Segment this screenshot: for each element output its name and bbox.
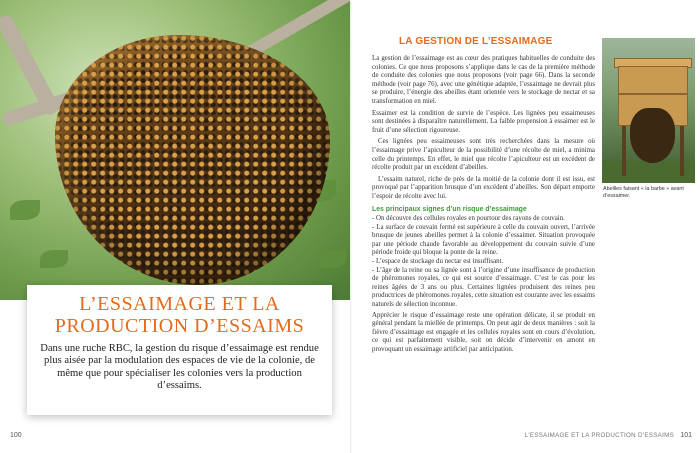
right-page	[352, 0, 700, 453]
list-item: - L’espace de stockage du nectar est insuffisant.	[372, 258, 504, 266]
page-number-right: 101	[680, 432, 692, 439]
chapter-intro: Dans une ruche RBC, la gestion du risque d’essaimage est rendue plus aisée par la modulation des espaces de vie de la colonie, de même que pour spécialiser les colonies vers la production d’essaims.	[40, 343, 319, 392]
list-item: - La surface de couvain fermé est supérieure à celle du couvain ouvert, l’arrivée brusque de jeunes abeilles permet à la colonie d’essaimer. Situation provoquée par une période chaude favorable au développement du couvain suivie d’une période froide qui bloque la ponte de la reine.	[372, 223, 595, 257]
list-item: - L’âge de la reine ou sa lignée sont à l’origine d’une insuffisance de production de phéromones royales, ce qui est source d’essaimage. C’est le cas pour les reines âgées de 3 ans ou plus. Certaines lignées produisent des reines peu productrices de phéromones royales, cette situation est courante avec les essaims naturels de sélection inconnue.	[372, 266, 595, 309]
list-item: - On découvre des cellules royales en pourtour des rayons de couvain.	[372, 215, 565, 223]
paragraph: Ces lignées peu essaimeuses sont très recherchées dans la mesure où l’essaimage prive l’apiculteur de la possibilité d’une récolte de miel, a minima celle du printemps. En effet, le miel que récolte l’apiculteur est un excédent de récolte produit par un excédent d’abeilles.	[372, 138, 595, 172]
subheading: Les principaux signes d’un risque d’essaimage	[372, 205, 527, 213]
photo-caption: Abeilles faisant « la barbe » avant d’essaimer.	[603, 186, 684, 199]
chapter-title	[37, 293, 322, 337]
closing-paragraph: Apprécier le risque d’essaimage reste une opération délicate, il se produit en général pendant la miellée de printemps. On peut agir de deux manières : soit la fièvre d’essaimage est engagée et les cellules royales sont en cours d’évolution, ce qui est parfaitement visible, soit on décide d’intervenir en amont en provoquant un essaimage artificiel par anticipation.	[372, 311, 595, 353]
chapter-title-box	[27, 285, 332, 415]
chapter-title-line1: L’ESSAIMAGE ET LA	[79, 293, 280, 315]
chapter-title-line2: PRODUCTION D’ESSAIMS	[54, 315, 305, 337]
running-head: L’ESSAIMAGE ET LA PRODUCTION D’ESSAIMS	[524, 432, 674, 439]
section-heading: LA GESTION DE L’ESSAIMAGE	[399, 36, 553, 47]
paragraph: La gestion de l’essaimage est au cœur des pratiques habituelles de conduite des colonies. Ce que nous proposons s’applique dans le cas de la première méthode de conduite des colonies que nous proposons (voir page 66). Dans la seconde méthode (voir page 76), avec une génétique adaptée, l’essaimage ne devrait plus se produire, l’énergie des abeilles étant orientée vers le stockage de nectar et sa transformation en miel.	[372, 55, 595, 105]
paragraph: L’essaim naturel, riche de près de la moitié de la colonie dont il est issu, est provoqué par l’apparition brusque d’un excédent d’abeilles. Son départ emporte l’espoir de récolte avec lui.	[372, 175, 595, 200]
bee-beard	[630, 108, 675, 163]
swarm-cluster	[55, 35, 330, 285]
page-number-left: 100	[10, 432, 22, 439]
paragraph: Essaimer est la condition de survie de l’espèce. Les lignées peu essaimeuses sont destinées à disparaître naturellement. La faible propension à essaimer est le fruit d’une sélection rigoureuse.	[372, 109, 595, 134]
signs-list	[372, 215, 595, 310]
body-text	[372, 55, 595, 358]
bee-swarm-photo	[0, 0, 350, 300]
hive-beard-photo	[602, 38, 695, 183]
